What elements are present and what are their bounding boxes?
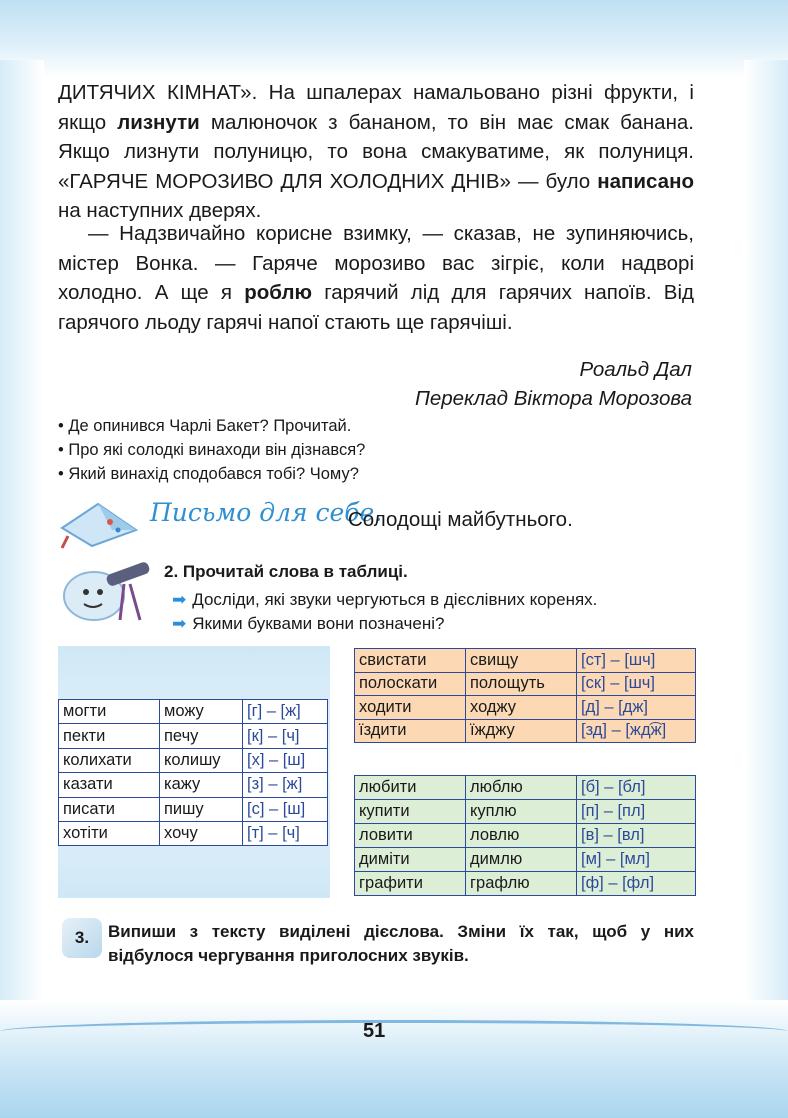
telescope-character-icon [58,558,156,624]
table-row [355,696,696,720]
sound-alternation-cell: [г] – [ж] [243,700,328,724]
sound-alternation-cell: [к] – [ч] [243,724,328,748]
sound-alternation-cell: [ст] – [шч] [577,649,696,673]
table-row [355,672,696,696]
bottom-wave-decoration [0,1020,788,1043]
arrow-right-icon: ➡ [172,590,187,609]
reading-paragraph-2 [58,219,694,337]
sound-alternation-cell: [п] – [пл] [577,800,696,824]
infinitive-cell: їздити [355,719,466,743]
sound-alternation-cell: [м] – [мл] [577,848,696,872]
instruction-text: Якими буквами вони позначені? [192,614,445,633]
table-row [355,848,696,872]
memo-script-label: Письмо для себе. [150,498,383,527]
sound-alternation-cell: [х] – [ш] [243,748,328,772]
question-item: • Де опинився Чарлі Бакет? Прочитай. [58,417,352,435]
task-3-number-badge: 3. [62,918,102,958]
present-form-cell: куплю [466,800,577,824]
infinitive-cell: графити [355,872,466,896]
present-form-cell: можу [160,700,243,724]
present-form-cell: ловлю [466,824,577,848]
table-row [355,824,696,848]
sound-alternation-cell: [з] – [ж] [243,773,328,797]
text-run: гарячий лід для гарячих напоїв. Від гарячого льоду гарячі напої стають ще гарячіші. [58,281,694,334]
top-ornament-band [0,0,788,78]
table-row [59,773,328,797]
present-form-cell: колишу [160,748,243,772]
task-3-text: Випиши з тексту виділені дієслова. Зміни їх так, щоб у них відбулося чергування приголосних звуків. [108,922,694,965]
text-run: на наступних дверях. [58,199,262,222]
present-form-cell: кажу [160,773,243,797]
task-2-title: 2. Прочитай слова в таблиці. [164,562,408,581]
task-2-instruction [172,590,597,610]
table-row [355,800,696,824]
sound-alternation-cell: [с] – [ш] [243,797,328,821]
author-name: Роальд Дал [579,358,692,381]
sound-alternation-cell: [ск] – [шч] [577,672,696,696]
present-form-cell: димлю [466,848,577,872]
present-form-cell: пишу [160,797,243,821]
arrow-right-icon: ➡ [172,614,187,633]
infinitive-cell: колихати [59,748,160,772]
question-list [58,414,365,486]
infinitive-cell: писати [59,797,160,821]
infinitive-cell: полоскати [355,672,466,696]
present-form-cell: печу [160,724,243,748]
infinitive-cell: свистати [355,649,466,673]
alternation-table-green [354,775,696,896]
table-row [355,776,696,800]
reading-paragraph-1 [58,78,694,226]
table-row [59,748,328,772]
alternation-table-orange [354,648,696,743]
sound-alternation-cell: [т] – [ч] [243,821,328,845]
infinitive-cell: пекти [59,724,160,748]
text-run: малюночок з бананом, то він має смак банана. Якщо лизнути полуницю, то вона смакуватиме, як полуниця. «ГАРЯЧЕ МОРОЗИВО ДЛЯ ХОЛОДНИХ ДНІВ» — було [58,110,694,193]
table-row [355,719,696,743]
infinitive-cell: ловити [355,824,466,848]
infinitive-cell: диміти [355,848,466,872]
sound-alternation-cell: [б] – [бл] [577,776,696,800]
table-row [355,872,696,896]
present-form-cell: люблю [466,776,577,800]
page-number: 51 [363,1020,386,1042]
table-row [59,724,328,748]
table-row [59,700,328,724]
right-ornament-band [744,60,788,1020]
infinitive-cell: могти [59,700,160,724]
infinitive-cell: ходити [355,696,466,720]
sound-alternation-cell: [в] – [вл] [577,824,696,848]
left-ornament-band [0,60,44,1020]
infinitive-cell: казати [59,773,160,797]
table-row [59,821,328,845]
highlighted-verb: написано [597,169,694,193]
table-row [59,797,328,821]
highlighted-verb: лизнути [117,110,200,134]
infinitive-cell: хотіти [59,821,160,845]
bottom-ornament-band [0,1000,788,1118]
present-form-cell: графлю [466,872,577,896]
infinitive-cell: купити [355,800,466,824]
translator-name: Переклад Віктора Морозова [414,387,692,410]
text-run: — Надзвичайно корисне взимку, — сказав, не зупиняючись, містер Вонка. — Гаряче морозиво вас зігріє, коли надворі холодно. А ще я [58,222,694,304]
present-form-cell: хочу [160,821,243,845]
infinitive-cell: любити [355,776,466,800]
memo-topic: Солодощі майбутнього. [348,508,573,531]
sound-alternation-cell: [ф] – [фл] [577,872,696,896]
present-form-cell: ходжу [466,696,577,720]
text-run: ДИТЯЧИХ КІМНАТ». На шпалерах намальовано різні фрукти, і якщо [58,81,694,134]
question-item: • Про які солодкі винаходи він дізнався? [58,441,366,459]
table-row [355,649,696,673]
sound-alternation-cell: [д] – [дж] [577,696,696,720]
present-form-cell: полощуть [466,672,577,696]
paper-kite-icon [58,500,140,550]
present-form-cell: їжджу [466,719,577,743]
question-item: • Який винахід сподобався тобі? Чому? [58,465,359,483]
task-2-instruction [172,614,444,634]
alternation-table-left [58,699,328,846]
instruction-text: Досліди, які звуки чергуються в дієслівних коренях. [192,590,598,609]
sound-alternation-cell: [зд] – [жд͡ж] [577,719,696,743]
highlighted-verb: роблю [244,281,312,304]
present-form-cell: свищу [466,649,577,673]
